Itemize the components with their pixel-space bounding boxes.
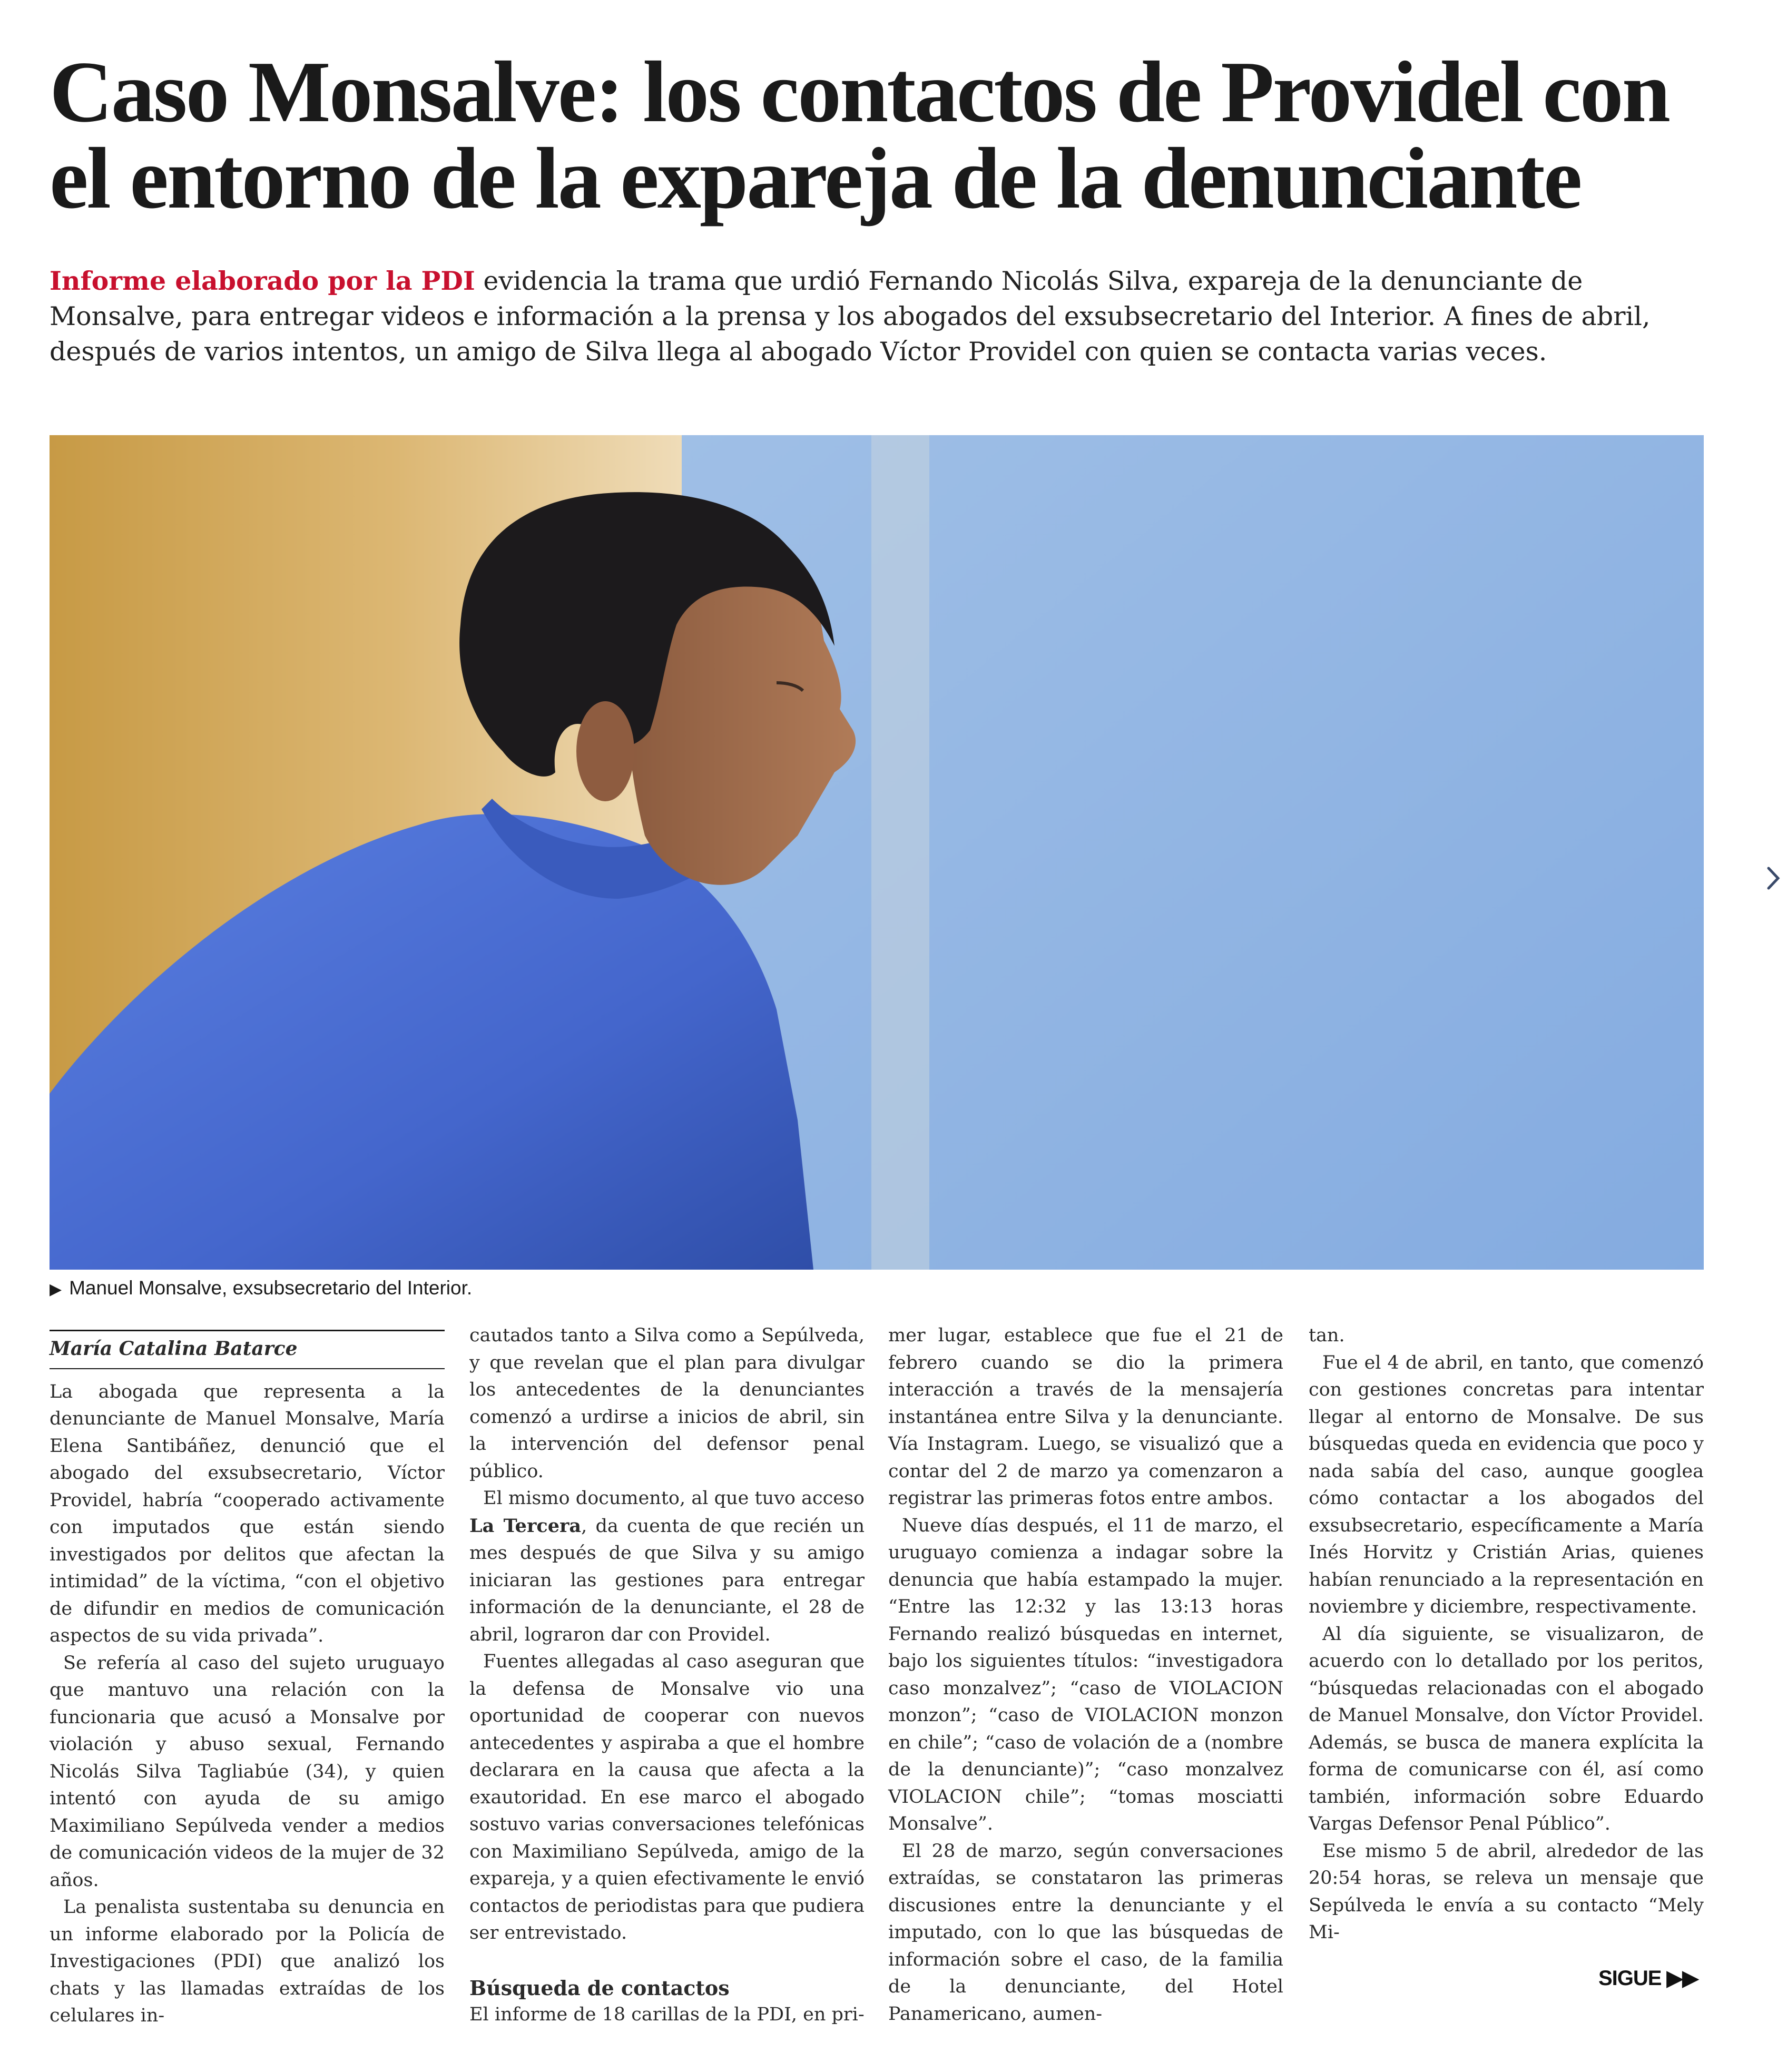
caption-marker-icon: ▶ [50, 1281, 62, 1298]
paragraph [469, 1485, 865, 1648]
byline: María Catalina Batarce [50, 1330, 445, 1369]
paragraph: Fue el 4 de abril, en tanto, que comenzó con gestiones concretas para intentar llegar al entorno de Monsalve. De sus búsquedas queda en evidencia que poco y nada sabía del caso, aunque googlea cómo contactar a los abogados del exsubsecretario, específicamente a María Inés Horvitz y Cristián Arias, quienes habían renunciado a la representación en noviembre y diciembre, respectivamente. [1309, 1352, 1704, 1617]
paragraph: tan. [1309, 1325, 1345, 1346]
paragraph: El informe de 18 carillas de la PDI, en pri- [469, 2004, 865, 2025]
lead-text: evidencia la trama que urdió Fernando Nicolás Silva, expareja de la denunciante de Monsalve, para entregar videos e información a la prensa y los abogados del exsubsecretario del Interior. A fines de abril, después de varios intentos, un amigo de Silva llega al abogado Víctor Providel con quien se contacta varias veces. [50, 266, 1651, 367]
headline: Caso Monsalve: los contactos de Providel con el entorno de la expareja de la denunciante [50, 43, 1670, 227]
paragraph: Ese mismo 5 de abril, alrededor de las 20:54 horas, se releva un mensaje que Sepúlveda le envía a su contacto “Mely Mi- [1309, 1840, 1704, 1943]
paragraph: La abogada que representa a la denunciante de Manuel Monsalve, María Elena Santibáñez, denunció que el abogado del exsubsecretario, Víctor Providel, habría “cooperado activamente con imputados que están siendo investigados por delitos que afectan la intimidad” de la víctima, “con el objetivo de difundir en medios de comunicación aspectos de su vida privada”. [50, 1381, 445, 1646]
lead-kicker: Informe elaborado por la PDI [50, 266, 475, 296]
photo-illustration [50, 435, 1704, 1270]
lead-paragraph [50, 263, 1709, 369]
paragraph: Fuentes allegadas al caso aseguran que la defensa de Monsalve vio una oportunidad de cooperar con nuevos antecedentes y aspiraba a que el hombre declarara en la causa que afecta a la exautoridad. En ese marco el abogado sostuvo varias conversaciones telefónicas con Maximiliano Sepúlveda, amigo de la expareja, y a quien efectivamente le envió contactos de periodistas para que pudiera ser entrevistado. [469, 1651, 865, 1943]
paragraph: Nueve días después, el 11 de marzo, el uruguayo comienza a indagar sobre la denuncia que había estampado la mujer. “Entre las 12:32 y las 13:13 horas Fernando realizó búsquedas en internet, bajo los siguientes títulos: “investigadora caso monzalvez”; “caso de VIOLACION monzon”; “caso de VIOLACION monzon en chile”; “caso de volación de a (nombre de la denunciante)”; “caso monzalvez VIOLACION chile”; “tomas mosciatti Monsalve”. [888, 1515, 1283, 1834]
paragraph-text: El mismo documento, al que tuvo acceso [483, 1488, 865, 1509]
publication-name: La Tercera [469, 1515, 582, 1537]
photo-caption [50, 1275, 1103, 1303]
continue-label[interactable]: SIGUE ▶▶ [1598, 1967, 1698, 1990]
paragraph: cautados tanto a Silva como a Sepúlveda, y que revelan que el plan para divulgar los antecedentes de la denunciantes comenzó a urdirse a inicios de abril, sin la intervención del defensor penal público. [469, 1325, 865, 1482]
article-column-3 [888, 1322, 1283, 2028]
next-page-arrow[interactable] [1762, 860, 1785, 897]
paragraph: El 28 de marzo, según conversaciones extraídas, se constataron las primeras discusiones entre la denunciante y el imputado, con lo que las búsquedas de información sobre el caso, de la familia de la denunciante, del Hotel Panamericano, aumen- [888, 1840, 1283, 2025]
article-column-4 [1309, 1322, 1704, 1947]
paragraph: Al día siguiente, se visualizaron, de acuerdo con lo detallado por los peritos, “búsquedas relacionadas con el abogado de Manuel Monsalve, don Víctor Providel. Además, se busca de manera explícita la forma de comunicarse con él, así como también, información sobre Eduardo Vargas Defensor Penal Público”. [1309, 1623, 1704, 1834]
portrait-photo [50, 435, 1704, 1270]
paragraph-text: , da cuenta de que recién un mes después de que Silva y su amigo iniciaran las gestiones para entregar información de la denunciante, el 28 de abril, lograron dar con Providel. [469, 1515, 865, 1645]
section-subhead: Búsqueda de contactos [469, 1976, 730, 2000]
paragraph: mer lugar, establece que fue el 21 de febrero cuando se dio la primera interacción a través de la mensajería instantánea entre Silva y la denunciante. Vía Instagram. Luego, se visualizó que a contar del 2 de marzo ya comenzaron a registrar las primeras fotos entre ambos. [888, 1325, 1283, 1509]
chevron-right-icon [1765, 865, 1781, 891]
caption-text: Manuel Monsalve, exsubsecretario del Interior. [69, 1277, 473, 1299]
article-column-1 [50, 1330, 445, 2030]
article-column-2 [469, 1322, 865, 2029]
paragraph: Se refería al caso del sujeto uruguayo que mantuvo una relación con la funcionaria que acusó a Monsalve por violación y abuso sexual, Fernando Nicolás Silva Tagliabúe (34), y quien intentó con ayuda de su amigo Maximiliano Sepúlveda vender a medios de comunicación videos de la mujer de 32 años. [50, 1652, 445, 1891]
paragraph: La penalista sustentaba su denuncia en un informe elaborado por la Policía de Investigaciones (PDI) que analizó los chats y las llamadas extraídas de los celulares in- [50, 1897, 445, 2026]
